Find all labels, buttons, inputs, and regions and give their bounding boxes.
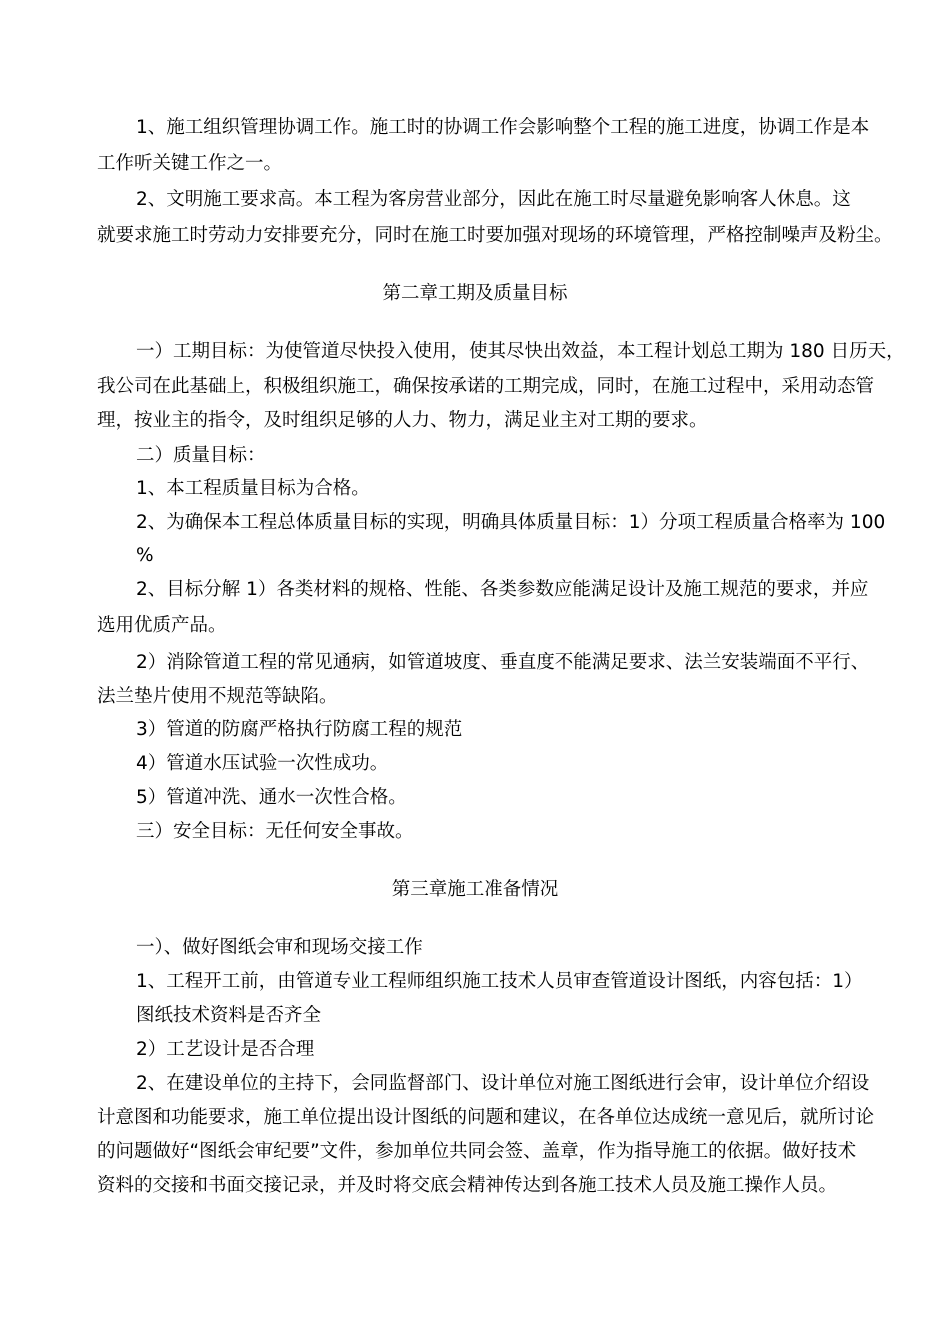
paragraph-line: 法兰垫片使用不规范等缺陷。 (97, 686, 338, 707)
paragraph-line: 工作听关键工作之一。 (97, 153, 283, 174)
paragraph-line: % (136, 545, 154, 566)
list-item: 2、在建设单位的主持下，会同监督部门、设计单位对施工图纸进行会审，设计单位介绍设 (136, 1073, 870, 1094)
list-item: 5）管道冲洗、通水一次性合格。 (136, 787, 407, 808)
list-item: 2、为确保本工程总体质量目标的实现，明确具体质量目标：1）分项工程质量合格率为 100 (136, 512, 886, 533)
paragraph-line: 资料的交接和书面交接记录，并及时将交底会精神传达到各施工技术人员及施工操作人员。 (97, 1175, 838, 1196)
list-item: 1、本工程质量目标为合格。 (136, 478, 370, 499)
paragraph-line: 图纸技术资料是否齐全 (136, 1005, 322, 1026)
paragraph-line: 1、施工组织管理协调工作。施工时的协调工作会影响整个工程的施工进度，协调工作是本 (136, 117, 870, 138)
paragraph-line: 计意图和功能要求，施工单位提出设计图纸的问题和建议，在各单位达成统一意见后，就所讨论 (97, 1107, 875, 1128)
section-label: 二）质量目标： (136, 445, 266, 466)
paragraph-line: 的问题做好“图纸会审纪要”文件，参加单位共同会签、盖章，作为指导施工的依据。做好技术 (97, 1141, 857, 1162)
list-item: 2）工艺设计是否合理 (136, 1039, 315, 1060)
list-item: 4）管道水压试验一次性成功。 (136, 753, 389, 774)
paragraph-line: 选用优质产品。 (97, 615, 227, 636)
chapter-heading: 第三章施工准备情况 (391, 879, 559, 900)
list-item: 2、目标分解 1）各类材料的规格、性能、各类参数应能满足设计及施工规范的要求，并应 (136, 579, 869, 600)
paragraph-line: 理，按业主的指令，及时组织足够的人力、物力，满足业主对工期的要求。 (97, 410, 708, 431)
section-label: 三）安全目标：无任何安全事故。 (136, 821, 414, 842)
list-item: 2）消除管道工程的常见通病，如管道坡度、垂直度不能满足要求、法兰安装端面不平行、 (136, 652, 870, 673)
paragraph-line: 2、文明施工要求高。本工程为客房营业部分，因此在施工时尽量避免影响客人休息。这 (136, 189, 851, 210)
paragraph-line: 我公司在此基础上，积极组织施工，确保按承诺的工期完成，同时，在施工过程中，采用动态管 (97, 376, 875, 397)
chapter-heading: 第二章工期及质量目标 (382, 283, 568, 304)
list-item: 1、工程开工前，由管道专业工程师组织施工技术人员审查管道设计图纸，内容包括：1） (136, 971, 863, 992)
paragraph-line: 一）工期目标：为使管道尽快投入使用，使其尽快出效益，本工程计划总工期为 180 日历天， (136, 341, 905, 362)
paragraph-line: 就要求施工时劳动力安排要充分，同时在施工时要加强对现场的环境管理，严格控制噪声及粉尘。 (97, 225, 893, 246)
list-item: 3）管道的防腐严格执行防腐工程的规范 (136, 719, 463, 740)
section-label: 一）、做好图纸会审和现场交接工作 (136, 937, 423, 958)
